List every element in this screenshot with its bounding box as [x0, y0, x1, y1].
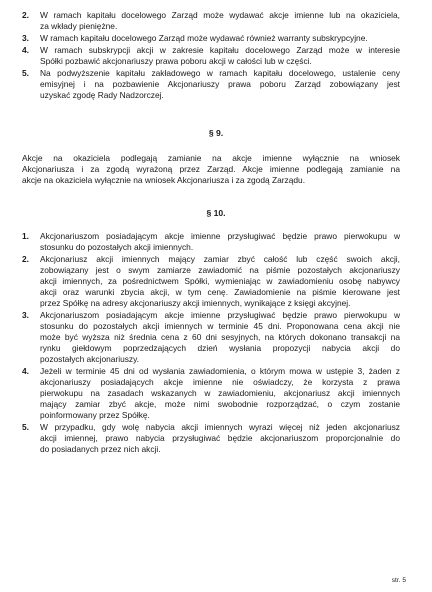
list-item-text-line: akcji imiennej, prawo nabycia przysługiwać będzie akcjonariuszom proporcjonalnie do: [40, 433, 400, 443]
list-item-text-line: Na podwyższenie kapitału zakładowego w ramach kapitału docelowego, ustalenie ceny: [40, 68, 400, 78]
list-item-text-line: uzyskać zgodę Rady Nadzorczej.: [40, 90, 164, 100]
section-9-heading: § 9.: [208, 128, 224, 138]
list-item-text-line: W ramach kapitału docelowego Zarząd może wydawać akcje imienne lub na okaziciela,: [40, 10, 400, 20]
list-item-text-line: akcji oraz warunki zbycia akcji, w tym cenę. Zawiadomienie na piśmie kierowane jest: [40, 287, 400, 297]
list-item-number: 4.: [22, 45, 29, 55]
page-number: str. 5: [391, 577, 406, 584]
list-item: [0, 68, 432, 101]
list-item: [0, 45, 432, 67]
list-item-text-line: emisyjnej i na pozbawienie Akcjonariuszy prawa poboru Zarząd zobowiązany jest: [40, 79, 400, 89]
list-item-text-line: akcjonariuszy posiadających akcje imienne nie oświadczy, że korzysta z prawa: [40, 377, 400, 387]
list-item: [0, 310, 432, 365]
list-item: [0, 366, 432, 421]
list-item-number: 3.: [22, 310, 29, 320]
list-item: [0, 231, 432, 253]
list-item-text-line: Spółki pozbawić akcjonariuszy prawa poboru akcji w całości lub w części.: [40, 56, 312, 66]
list-item-text-line: stosunku do pozostałych akcji imiennych w terminie 45 dni. Proponowana cena akcji nie: [40, 321, 400, 331]
list-item-text-line: pozostałych akcjonariuszy.: [40, 354, 139, 364]
list-item-number: 5.: [22, 422, 29, 432]
list-item-number: 3.: [22, 33, 29, 43]
list-item-text-line: Akcjonariuszom posiadającym akcje imienne przysługiwać będzie prawo pierwokupu w: [40, 310, 400, 320]
list-item-number: 2.: [22, 10, 29, 20]
list-item-text-line: pierwokupu na zasadach wskazanych w zawiadomieniu, akcjonariusz akcji imiennych: [40, 388, 400, 398]
list-item-number: 5.: [22, 68, 29, 78]
list-item-text-line: Akcjonariusz akcji imiennych mający zamiar zbyć całość lub część swoich akcji,: [40, 254, 400, 264]
list-item-number: 4.: [22, 366, 29, 376]
list-item-text-line: do posiadanych przez nich akcji.: [40, 444, 161, 454]
list-item-text-line: przez Spółkę na adresy akcjonariuszy akcji imiennych, wynikające z księgi akcyjnej.: [40, 298, 351, 308]
list-item-text-line: Jeżeli w terminie 45 dni od wysłania zawiadomienia, o którym mowa w ustępie 3, żaden z: [40, 366, 400, 376]
list-item-text-line: mający zamiar zbyć akcje, może nimi swobodnie rozporządzać, o czym zostanie: [40, 399, 400, 409]
paragraph-text-line: akcje na okaziciela wyłącznie na wniosek Akcjonariusza i za zgodą Zarządu.: [22, 175, 306, 185]
paragraph-text-line: Akcje na okaziciela podlegają zamianie na akcje imienne wyłącznie na wniosek: [22, 153, 400, 163]
list-item-text-line: za wkłady pieniężne.: [40, 21, 118, 31]
paragraph-text-line: Akcjonariusza i za zgodą wyrażoną przez Zarząd. Akcje imienne podlegają zamianie na: [22, 164, 400, 174]
section-10-heading: § 10.: [206, 208, 226, 218]
list-item-text-line: rynku giełdowym poprzedzających dzień wysłania propozycji nabycia akcji do: [40, 343, 400, 353]
list-item: [0, 422, 432, 455]
list-item-number: 2.: [22, 254, 29, 264]
list-item-text-line: stosunku do pozostałych akcji imiennych.: [40, 242, 194, 252]
list-item-text-line: W ramach subskrypcji akcji w zakresie kapitału docelowego Zarząd może w interesie: [40, 45, 400, 55]
list-item-text-line: zobowiązany jest o swym zamiarze zawiadomić na piśmie pozostałych akcjonariuszy: [40, 265, 400, 275]
list-item: [0, 33, 432, 44]
list-item-number: 1.: [22, 231, 29, 241]
list-item-text-line: W przypadku, gdy wolę nabycia akcji imiennych wyrazi więcej niż jeden akcjonariusz: [40, 422, 400, 432]
list-item-text-line: akcji imiennych, za pośrednictwem Spółki, wymieniając w zawiadomieniu osobę nabywcy: [40, 276, 400, 286]
list-item: [0, 254, 432, 309]
list-item-text-line: może być wyższa niż średnia cena z 60 dni sesyjnych, na których dokonano transakcji na: [40, 332, 400, 342]
list-item-text-line: W ramach kapitału docelowego Zarząd może wydawać również warranty subskrypcyjne.: [40, 33, 368, 43]
list-item-text-line: poinformowany przez Spółkę.: [40, 410, 150, 420]
list-item-text-line: Akcjonariuszom posiadającym akcje imienne przysługiwać będzie prawo pierwokupu w: [40, 231, 400, 241]
list-item: [0, 10, 432, 32]
